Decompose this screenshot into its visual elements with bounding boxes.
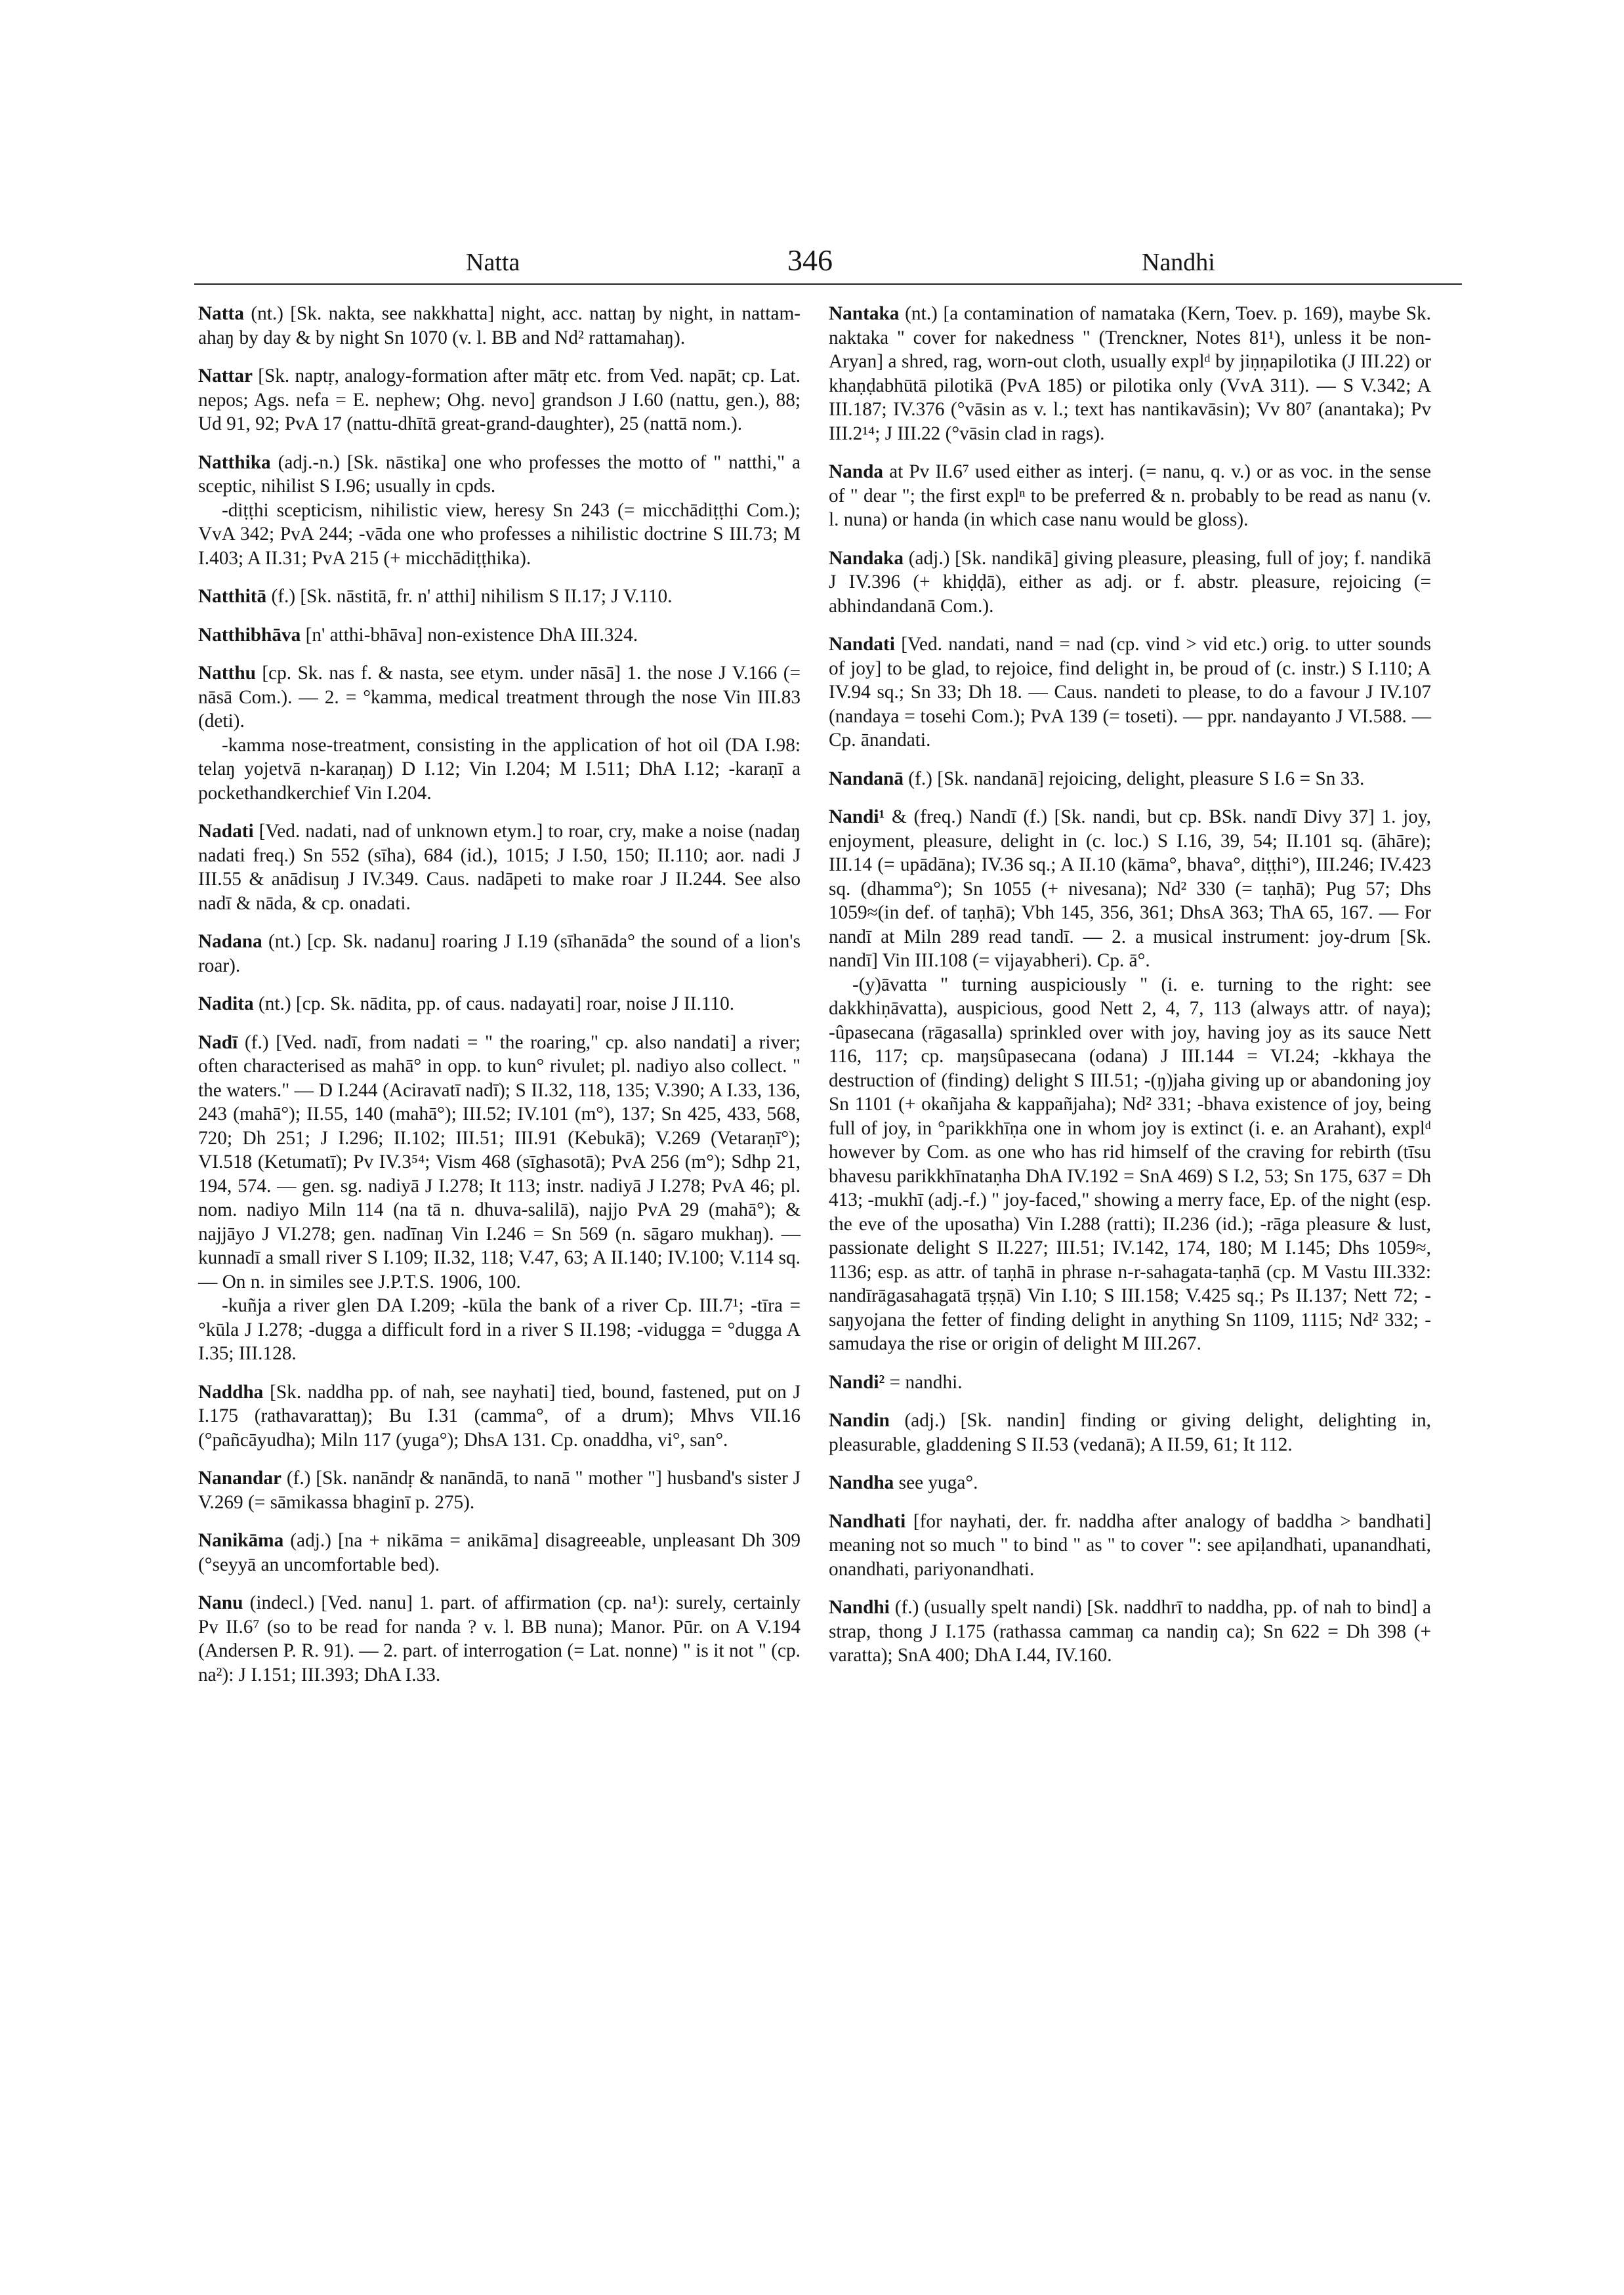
- entry-definition: (f.) [Sk. nandanā] rejoicing, delight, pleasure S I.6 = Sn 33.: [903, 768, 1365, 789]
- dictionary-entry: [198, 1380, 801, 1453]
- entry-compounds: -kamma nose-treatment, consisting in the application of hot oil (DA I.98: telaŋ yojetvā n-karaṇaŋ) D I.12; Vin I.204; M I.511; DhA I.12; -karaṇī a pockethandkerchief Vin I.204.: [198, 734, 801, 804]
- headword: Natthika: [198, 451, 271, 473]
- entry-compounds: -diṭṭhi scepticism, nihilistic view, heresy Sn 243 (= micchādiṭṭhi Com.); VvA 342; PvA 244; -vāda one who professes a nihilistic doctrine S III.73; M I.403; A II.31; PvA 215 (+ micchādiṭṭhika).: [198, 499, 801, 569]
- headword: Natthitā: [198, 586, 267, 607]
- headword: Nandi¹: [829, 806, 885, 827]
- dictionary-entry: [198, 1591, 801, 1687]
- header-rule: [194, 283, 1462, 285]
- dictionary-entry: [198, 661, 801, 805]
- headword: Naddha: [198, 1381, 264, 1403]
- header-left-guideword: Natta: [466, 249, 520, 276]
- headword: Nandi²: [829, 1371, 885, 1393]
- dictionary-entry: [829, 302, 1431, 445]
- headword: Nandhati: [829, 1510, 906, 1532]
- entry-definition: at Pv II.6⁷ used either as interj. (= nanu, q. v.) or as voc. in the sense of " dear "; the first explⁿ to be preferred & n. probably to be read as nanu (v. l. nuna) or handa (in which case nanu would be gloss).: [829, 461, 1431, 530]
- dictionary-entry: [198, 623, 801, 648]
- entry-definition: [n' atthi-bhāva] non-existence DhA III.324.: [301, 624, 638, 646]
- entry-definition: (nt.) [a contamination of namataka (Kern, Toev. p. 169), maybe Sk. naktaka " cover for nakedness " (Trenckner, Notes 81¹), unless it be non-Aryan] a shred, rag, worn-out cloth, usually explᵈ by jiṇṇapilotika (J III.22) or khaṇḍabhūtā pilotikā (PvA 185) or pilotika only (VvA 311). — S V.342; A III.187; IV.376 (°vāsin as v. l.; text has nantikavāsin); Vv 80⁷ (anantaka); Pv III.2¹⁴; J III.22 (°vāsin clad in rags).: [829, 303, 1431, 444]
- headword: Nandati: [829, 634, 895, 655]
- entry-compounds: -kuñja a river glen DA I.209; -kūla the bank of a river Cp. III.7¹; -tīra = °kūla J I.278; -dugga a difficult ford in a river S II.198; -vidugga = °dugga A I.35; III.128.: [198, 1295, 801, 1364]
- headword: Natta: [198, 303, 244, 324]
- entry-definition: (f.) [Sk. nāstitā, fr. n' atthi] nihilism S II.17; J V.110.: [266, 586, 673, 607]
- page-number: 346: [787, 243, 833, 277]
- dictionary-entry: [198, 1466, 801, 1514]
- dictionary-entry: [198, 992, 801, 1016]
- entry-definition: [Ved. nandati, nand = nad (cp. vind > vid etc.) orig. to utter sounds of joy] to be glad, to rejoice, find delight in, be proud of (c. instr.) S I.110; A IV.94 sq.; Sn 33; Dh 18. — Caus. nandeti to please, to do a favour J IV.107 (nandaya = tosehi Com.); PvA 139 (= toseti). — ppr. nandayanto J VI.588. — Cp. ānandati.: [829, 634, 1431, 751]
- entry-definition: = nandhi.: [885, 1371, 963, 1393]
- headword: Nandhi: [829, 1597, 890, 1618]
- entry-definition: (f.) [Sk. nanāndṛ & nanāndā, to nanā " mother "] husband's sister J V.269 (= sāmikassa bhaginī p. 275).: [198, 1468, 801, 1513]
- entry-definition: (nt.) [Sk. nakta, see nakkhatta] night, acc. nattaŋ by night, in nattam-ahaŋ by day & by night Sn 1070 (v. l. BB and Nd² rattamahaŋ).: [198, 303, 801, 348]
- entry-definition: (nt.) [cp. Sk. nadanu] roaring J I.19 (sīhanāda° the sound of a lion's roar).: [198, 931, 801, 976]
- dictionary-entry: [198, 451, 801, 571]
- dictionary-entry: [829, 1409, 1431, 1457]
- dictionary-entry: [829, 1510, 1431, 1582]
- dictionary-entry: [198, 1031, 801, 1366]
- headword: Nanda: [829, 461, 884, 482]
- headword: Nattar: [198, 365, 253, 386]
- dictionary-entry: [198, 585, 801, 609]
- headword: Nandanā: [829, 768, 904, 789]
- dictionary-entry: [829, 767, 1431, 791]
- headword: Nadī: [198, 1031, 238, 1053]
- entry-definition: [Ved. nadati, nad of unknown etym.] to roar, cry, make a noise (nadaŋ nadati freq.) Sn 552 (sīha), 684 (id.), 1015; J I.50, 150; II.110; aor. nadi J III.55 & anādisuŋ J IV.349. Caus. nadāpeti to make roar J II.244. See also nadī & nāda, & cp. onadati.: [198, 821, 801, 914]
- entry-definition: (f.) [Ved. nadī, from nadati = " the roaring," cp. also nandati] a river; often characterised as mahā° in opp. to kun° rivulet; pl. nadiyo also collect. " the waters." — D I.244 (Aciravatī nadī); S II.32, 118, 135; V.390; A I.33, 136, 243 (mahā°); II.55, 140 (mahā°); III.52; IV.101 (m°), 137; Sn 425, 433, 568, 720; Dh 251; J I.296; II.102; III.51; III.91 (Kebukā); V.269 (Vetaraṇī°); VI.518 (Ketumatī); Pv IV.3⁵⁴; Vism 468 (sīghasotā); PvA 256 (m°); Sdhp 21, 194, 574. — gen. sg. nadiyā J I.278; It 113; instr. nadiyā J I.278; PvA 46; pl. nom. nadiyo Miln 114 (na tā n. dhuva-salilā), najjo PvA 29 (mahā°); & najjāyo J VI.278; gen. nadīnaŋ Vin I.246 = Sn 569 (n. sāgaro mukhaŋ). — kunnadī a small river S I.109; II.32, 118; V.47, 63; A II.140; IV.100; V.114 sq. — On n. in similes see J.P.T.S. 1906, 100.: [198, 1031, 801, 1292]
- headword: Nanikāma: [198, 1530, 284, 1551]
- dictionary-entry: [829, 1471, 1431, 1495]
- dictionary-entry: [829, 460, 1431, 532]
- dictionary-entry: [198, 819, 801, 915]
- headword: Nantaka: [829, 303, 900, 324]
- headword: Nanu: [198, 1592, 243, 1613]
- entry-definition: & (freq.) Nandī (f.) [Sk. nandi, but cp. BSk. nandī Divy 37] 1. joy, enjoyment, pleasure, delight in (c. loc.) S I.16, 39, 54; II.101 sq. (āhāre); III.14 (= upādāna); IV.36 sq.; A II.10 (kāma°, bhava°, diṭṭhi°), III.246; IV.423 sq. (dhamma°); Sn 1055 (+ nivesana); Nd² 330 (= taṇhā); Pug 57; Dhs 1059≈(in def. of taṇhā); Vbh 145, 356, 361; DhsA 363; ThA 65, 167. — For nandī at Miln 289 read tandī. — 2. a musical instrument: joy-drum [Sk. nandī] Vin III.108 (= vijayabheri). Cp. ā°.: [829, 806, 1431, 971]
- entry-definition: [Sk. naptṛ, analogy-formation after mātṛ etc. from Ved. napāt; cp. Lat. nepos; Ags. nefa = E. nephew; Ohg. nevo] grandson J I.60 (nattu, gen.), 88; Ud 91, 92; PvA 17 (nattu-dhītā great-grand-daughter), 25 (nattā nom.).: [198, 365, 801, 434]
- entry-definition: (adj.) [Sk. nandikā] giving pleasure, pleasing, full of joy; f. nandikā J IV.396 (+ khiḍḍā), either as adj. or f. abstr. pleasure, rejoicing (= abhindandanā Com.).: [829, 547, 1431, 617]
- headword: Nandha: [829, 1472, 894, 1493]
- entry-definition: (adj.-n.) [Sk. nāstika] one who professes the motto of " natthi," a sceptic, nihilist S I.96; usually in cpds.: [198, 451, 801, 497]
- left-column: [198, 302, 801, 1701]
- page-header: [197, 243, 1457, 287]
- entry-definition: [for nayhati, der. fr. naddha after analogy of baddha > bandhati] meaning not so much " to bind " as " to cover ": see apiḷandhati, upanandhati, onandhati, pariyonandhati.: [829, 1510, 1431, 1580]
- dictionary-entry: [829, 547, 1431, 619]
- header-right-guideword: Nandhi: [1142, 249, 1215, 276]
- entry-definition: [cp. Sk. nas f. & nasta, see etym. under nāsā] 1. the nose J V.166 (= nāsā Com.). — 2. = °kamma, medical treatment through the nose Vin III.83 (deti).: [198, 663, 801, 732]
- entry-definition: [Sk. naddha pp. of nah, see nayhati] tied, bound, fastened, put on J I.175 (rathavarattaŋ); Bu I.31 (camma°, of a drum); Mhvs VII.16 (°pañcāyudha); Miln 117 (yuga°); DhsA 131. Cp. onaddha, vi°, san°.: [198, 1381, 801, 1451]
- dictionary-entry: [198, 302, 801, 350]
- dictionary-entry: [829, 632, 1431, 753]
- dictionary-entry: [198, 364, 801, 436]
- entry-definition: (f.) (usually spelt nandi) [Sk. naddhrī to naddha, pp. of nah to bind] a strap, thong J I.175 (rathassa cammaŋ ca nandiŋ ca); Sn 622 = Dh 398 (+ varatta); SnA 400; DhA I.44, IV.160.: [829, 1597, 1431, 1666]
- entry-definition: (nt.) [cp. Sk. nādita, pp. of caus. nadayati] roar, noise J II.110.: [253, 993, 735, 1014]
- entry-definition: (indecl.) [Ved. nanu] 1. part. of affirmation (cp. na¹): surely, certainly Pv II.6⁷ (so to be read for nanda ? v. l. BB nuna); Manor. Pūr. on A V.194 (Andersen P. R. 91). — 2. part. of interrogation (= Lat. nonne) " is it not " (cp. na²): J I.151; III.393; DhA I.33.: [198, 1592, 801, 1685]
- headword: Nadati: [198, 821, 254, 842]
- dictionary-entry: [198, 930, 801, 978]
- headword: Nadana: [198, 931, 262, 952]
- entry-definition: see yuga°.: [894, 1472, 978, 1493]
- headword: Nadita: [198, 993, 254, 1014]
- entry-definition: (adj.) [na + nikāma = anikāma] disagreeable, unpleasant Dh 309 (°seyyā an uncomfortable bed).: [198, 1530, 801, 1575]
- headword: Natthibhāva: [198, 624, 301, 646]
- dictionary-entry: [829, 805, 1431, 1356]
- dictionary-entry: [198, 1529, 801, 1577]
- entry-compounds: -(y)āvatta " turning auspiciously " (i. e. turning to the right: see dakkhiṇāvatta), auspicious, good Nett 2, 4, 7, 113 (always attr. of naya); -ûpasecana (rāgasalla) sprinkled over with joy, having joy as its sauce Nett 116, 117; cp. maŋsûpasecana (odana) J III.144 = VI.24; -kkhaya the destruction of (finding) delight S III.51; -(ŋ)jaha giving up or abandoning joy Sn 1101 (+ okañjaha & kappañjaha); Nd² 331; -bhava existence of joy, being full of joy, in °parikkhīṇa one in whom joy is extinct (i. e. an Arahant), explᵈ however by Com. as one who has rid himself of the craving for rebirth (tīsu bhavesu parikkhīnataṇha DhA IV.192 = SnA 469) S I.2, 53; Sn 175, 637 = Dh 413; -mukhī (adj.-f.) " joy-faced," showing a merry face, Ep. of the night (esp. the eve of the uposatha) Vin I.288 (ratti); II.236 (id.); -rāga pleasure & lust, passionate delight S II.227; III.51; IV.142, 174, 180; M I.145; Dhs 1059≈, 1136; esp. as attr. of taṇhā in phrase n-r-sahagata-taṇhā (cp. M Vastu III.332: nandīrāgasahagatā tṛṣṇā) Vin I.10; S III.158; V.425 sq.; Ps II.137; Nett 72; -saŋyojana the fetter of finding delight in anything Sn 1109, 1115; Nd² 332; -samudaya the rise or origin of delight M III.267.: [829, 974, 1432, 1354]
- headword: Natthu: [198, 663, 256, 684]
- dictionary-entry: [829, 1596, 1431, 1668]
- right-column: [829, 302, 1431, 1682]
- dictionary-entry: [829, 1371, 1431, 1395]
- headword: Nanandar: [198, 1468, 281, 1489]
- headword: Nandin: [829, 1410, 890, 1431]
- entry-definition: (adj.) [Sk. nandin] finding or giving delight, delighting in, pleasurable, gladdening S II.53 (vedanā); A II.59, 61; It 112.: [829, 1410, 1431, 1455]
- headword: Nandaka: [829, 547, 904, 569]
